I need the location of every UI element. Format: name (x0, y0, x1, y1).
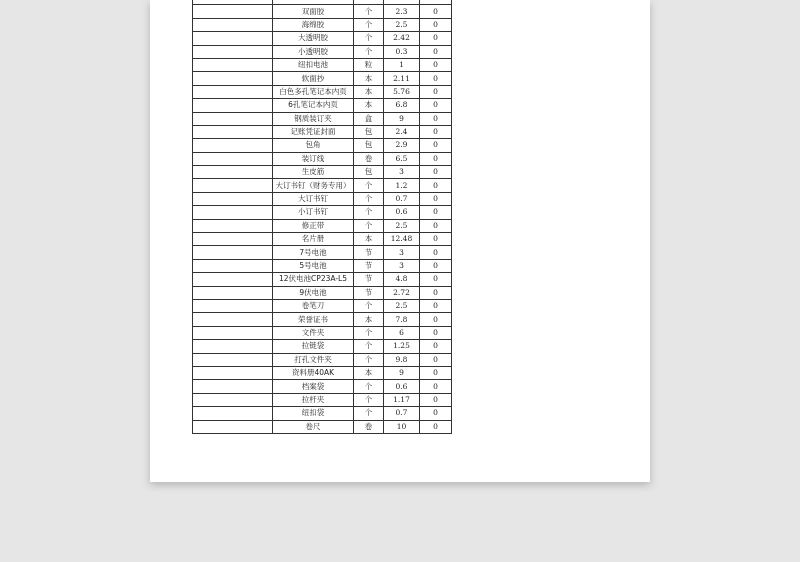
unit-cell: 卷 (354, 420, 384, 433)
unit-cell: 节 (354, 273, 384, 286)
blank-cell (193, 313, 273, 326)
blank-cell (193, 340, 273, 353)
blank-cell (193, 233, 273, 246)
table-row (193, 58, 452, 71)
price-cell: 3 (384, 166, 420, 179)
blank-cell (193, 273, 273, 286)
item-name-cell: 小订书钉 (273, 206, 354, 219)
blank-cell (193, 125, 273, 138)
table-row (193, 380, 452, 393)
price-cell: 0.3 (384, 45, 420, 58)
blank-cell (193, 380, 273, 393)
blank-cell (193, 58, 273, 71)
item-name-cell: 生皮筋 (273, 166, 354, 179)
unit-cell: 粒 (354, 58, 384, 71)
unit-cell: 节 (354, 246, 384, 259)
quantity-cell: 0 (420, 85, 452, 98)
unit-cell: 个 (354, 32, 384, 45)
quantity-cell: 0 (420, 139, 452, 152)
table-row (193, 340, 452, 353)
quantity-cell: 0 (420, 179, 452, 192)
item-name-cell: 名片册 (273, 233, 354, 246)
table-row (193, 72, 452, 85)
unit-cell: 本 (354, 99, 384, 112)
quantity-cell: 0 (420, 286, 452, 299)
unit-cell: 个 (354, 45, 384, 58)
quantity-cell: 0 (420, 420, 452, 433)
unit-cell: 盒 (354, 112, 384, 125)
item-name-cell: 拉链袋 (273, 340, 354, 353)
price-cell: 4.8 (384, 273, 420, 286)
table-row (193, 219, 452, 232)
supplies-price-table (192, 0, 452, 434)
price-cell: 9 (384, 112, 420, 125)
table-row (193, 299, 452, 312)
quantity-cell: 0 (420, 5, 452, 18)
unit-cell: 个 (354, 18, 384, 31)
table-row (193, 326, 452, 339)
quantity-cell: 0 (420, 340, 452, 353)
unit-cell: 个 (354, 219, 384, 232)
blank-cell (193, 259, 273, 272)
unit-cell: 个 (354, 407, 384, 420)
table-row (193, 353, 452, 366)
item-name-cell: 大订书钉（财务专用） (273, 179, 354, 192)
table-row (193, 366, 452, 379)
price-cell: 6.5 (384, 152, 420, 165)
unit-cell: 卷 (354, 152, 384, 165)
blank-cell (193, 179, 273, 192)
item-name-cell: 7号电池 (273, 246, 354, 259)
unit-cell: 个 (354, 179, 384, 192)
quantity-cell: 0 (420, 206, 452, 219)
blank-cell (193, 326, 273, 339)
item-name-cell: 卷尺 (273, 420, 354, 433)
price-cell: 0.7 (384, 407, 420, 420)
quantity-cell: 0 (420, 407, 452, 420)
table-row (193, 259, 452, 272)
blank-cell (193, 5, 273, 18)
unit-cell: 个 (354, 353, 384, 366)
blank-cell (193, 72, 273, 85)
item-name-cell: 6孔笔记本内页 (273, 99, 354, 112)
price-cell: 10 (384, 420, 420, 433)
table-row (193, 32, 452, 45)
price-cell: 1.2 (384, 179, 420, 192)
unit-cell: 包 (354, 125, 384, 138)
quantity-cell: 0 (420, 45, 452, 58)
price-cell: 2.5 (384, 18, 420, 31)
blank-cell (193, 192, 273, 205)
price-cell: 2.5 (384, 219, 420, 232)
item-name-cell: 白色多孔笔记本内页 (273, 85, 354, 98)
price-cell: 3 (384, 246, 420, 259)
price-cell: 1.17 (384, 393, 420, 406)
blank-cell (193, 299, 273, 312)
blank-cell (193, 286, 273, 299)
quantity-cell: 0 (420, 246, 452, 259)
table-row (193, 393, 452, 406)
blank-cell (193, 85, 273, 98)
quantity-cell: 0 (420, 313, 452, 326)
quantity-cell: 0 (420, 192, 452, 205)
table-row (193, 112, 452, 125)
table-row (193, 233, 452, 246)
table-row (193, 5, 452, 18)
blank-cell (193, 32, 273, 45)
unit-cell: 本 (354, 233, 384, 246)
blank-cell (193, 99, 273, 112)
table-row (193, 139, 452, 152)
unit-cell: 节 (354, 259, 384, 272)
quantity-cell: 0 (420, 72, 452, 85)
unit-cell: 个 (354, 206, 384, 219)
quantity-cell: 0 (420, 125, 452, 138)
table-row (193, 179, 452, 192)
quantity-cell: 0 (420, 380, 452, 393)
quantity-cell: 0 (420, 58, 452, 71)
unit-cell: 个 (354, 299, 384, 312)
item-name-cell: 资料册40AK (273, 366, 354, 379)
quantity-cell: 0 (420, 353, 452, 366)
quantity-cell: 0 (420, 112, 452, 125)
table-row (193, 125, 452, 138)
price-cell: 9 (384, 366, 420, 379)
item-name-cell: 软面抄 (273, 72, 354, 85)
item-name-cell: 大透明胶 (273, 32, 354, 45)
price-cell: 2.11 (384, 72, 420, 85)
item-name-cell: 打孔文件夹 (273, 353, 354, 366)
item-name-cell: 海绵胶 (273, 18, 354, 31)
quantity-cell: 0 (420, 393, 452, 406)
blank-cell (193, 166, 273, 179)
item-name-cell: 双面胶 (273, 5, 354, 18)
table-row (193, 273, 452, 286)
table-row (193, 286, 452, 299)
price-cell: 7.8 (384, 313, 420, 326)
price-cell: 9.8 (384, 353, 420, 366)
price-cell: 0.6 (384, 380, 420, 393)
blank-cell (193, 45, 273, 58)
quantity-cell: 0 (420, 18, 452, 31)
item-name-cell: 纽扣电池 (273, 58, 354, 71)
blank-cell (193, 407, 273, 420)
blank-cell (193, 246, 273, 259)
item-name-cell: 包角 (273, 139, 354, 152)
item-name-cell: 装订线 (273, 152, 354, 165)
document-page (150, 0, 650, 482)
unit-cell: 本 (354, 72, 384, 85)
unit-cell: 个 (354, 326, 384, 339)
quantity-cell: 0 (420, 152, 452, 165)
table-row (193, 99, 452, 112)
item-name-cell: 12伏电池CP23A-L5 (273, 273, 354, 286)
blank-cell (193, 152, 273, 165)
blank-cell (193, 206, 273, 219)
quantity-cell: 0 (420, 166, 452, 179)
quantity-cell: 0 (420, 99, 452, 112)
table-row (193, 206, 452, 219)
table-row (193, 152, 452, 165)
price-cell: 6 (384, 326, 420, 339)
price-cell: 0.6 (384, 206, 420, 219)
unit-cell: 本 (354, 366, 384, 379)
item-name-cell: 小透明胶 (273, 45, 354, 58)
quantity-cell: 0 (420, 32, 452, 45)
item-name-cell: 文件夹 (273, 326, 354, 339)
item-name-cell: 9伏电池 (273, 286, 354, 299)
price-cell: 1.25 (384, 340, 420, 353)
item-name-cell: 5号电池 (273, 259, 354, 272)
item-name-cell: 档案袋 (273, 380, 354, 393)
price-cell: 5.76 (384, 85, 420, 98)
unit-cell: 个 (354, 380, 384, 393)
item-name-cell: 纽扣袋 (273, 407, 354, 420)
price-cell: 2.42 (384, 32, 420, 45)
quantity-cell: 0 (420, 219, 452, 232)
item-name-cell: 修正带 (273, 219, 354, 232)
quantity-cell: 0 (420, 326, 452, 339)
item-name-cell: 钢质装订夹 (273, 112, 354, 125)
unit-cell: 个 (354, 5, 384, 18)
table-row (193, 18, 452, 31)
table-row (193, 313, 452, 326)
unit-cell: 个 (354, 393, 384, 406)
unit-cell: 包 (354, 139, 384, 152)
quantity-cell: 0 (420, 233, 452, 246)
price-cell: 2.3 (384, 5, 420, 18)
item-name-cell: 大订书钉 (273, 192, 354, 205)
table-body (193, 0, 452, 433)
table-row (193, 420, 452, 433)
quantity-cell: 0 (420, 299, 452, 312)
table-row (193, 192, 452, 205)
table-row (193, 246, 452, 259)
table-row (193, 45, 452, 58)
item-name-cell: 荣誉证书 (273, 313, 354, 326)
unit-cell: 本 (354, 85, 384, 98)
blank-cell (193, 219, 273, 232)
price-cell: 2.4 (384, 125, 420, 138)
quantity-cell: 0 (420, 259, 452, 272)
item-name-cell: 卷笔刀 (273, 299, 354, 312)
price-cell: 2.72 (384, 286, 420, 299)
price-cell: 6.8 (384, 99, 420, 112)
unit-cell: 包 (354, 166, 384, 179)
table-row (193, 407, 452, 420)
item-name-cell: 记账凭证封面 (273, 125, 354, 138)
item-name-cell: 拉杆夹 (273, 393, 354, 406)
table-row (193, 85, 452, 98)
unit-cell: 个 (354, 192, 384, 205)
blank-cell (193, 18, 273, 31)
quantity-cell: 0 (420, 273, 452, 286)
price-cell: 2.9 (384, 139, 420, 152)
blank-cell (193, 420, 273, 433)
blank-cell (193, 139, 273, 152)
blank-cell (193, 353, 273, 366)
unit-cell: 本 (354, 313, 384, 326)
price-cell: 12.48 (384, 233, 420, 246)
price-cell: 0.7 (384, 192, 420, 205)
unit-cell: 个 (354, 340, 384, 353)
price-cell: 1 (384, 58, 420, 71)
blank-cell (193, 393, 273, 406)
blank-cell (193, 366, 273, 379)
unit-cell: 节 (354, 286, 384, 299)
quantity-cell: 0 (420, 366, 452, 379)
table-row (193, 166, 452, 179)
price-cell: 3 (384, 259, 420, 272)
price-cell: 2.5 (384, 299, 420, 312)
blank-cell (193, 112, 273, 125)
